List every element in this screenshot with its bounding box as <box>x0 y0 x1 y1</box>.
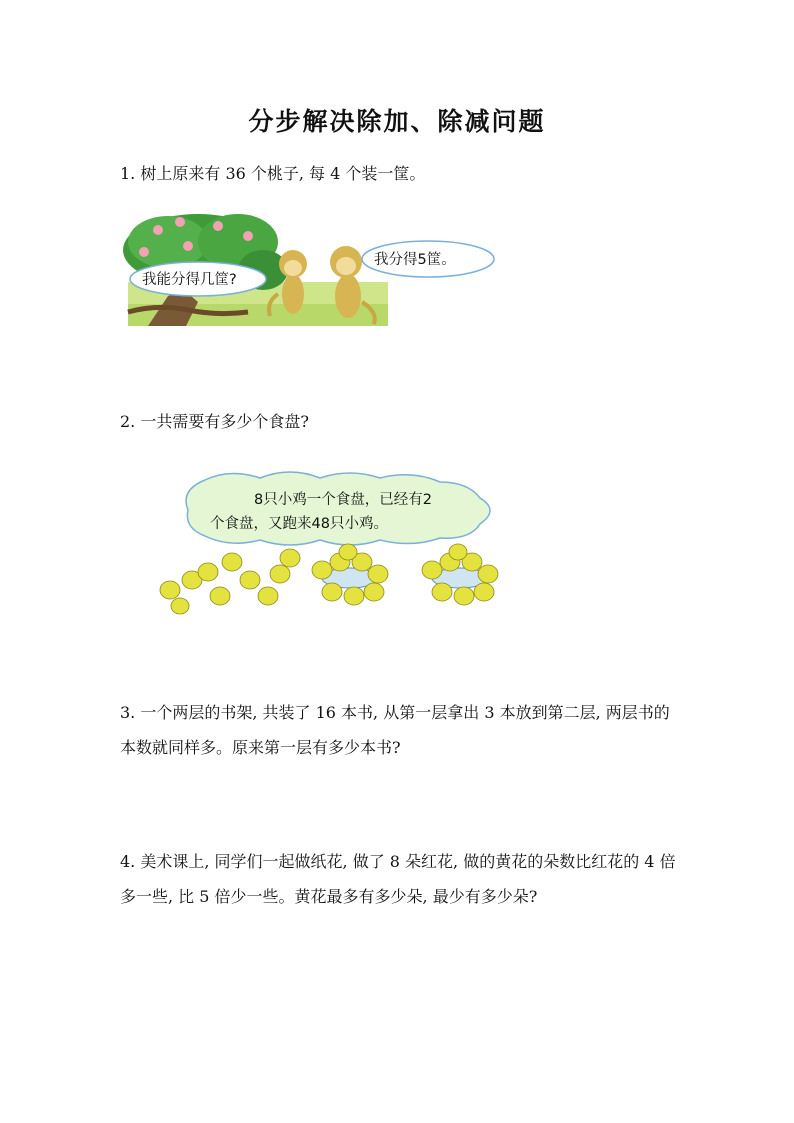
food-tray-2 <box>422 544 498 605</box>
question-2: 2. 一共需要有多少个食盘? <box>120 412 309 431</box>
speech-bubble-right <box>362 241 494 277</box>
monkey-peach-illustration <box>128 212 456 326</box>
page-title: 分步解决除加、除减问题 <box>248 107 546 136</box>
speech-bubble-left <box>130 262 266 296</box>
question-3: 3. 一个两层的书架, 共装了 16 本书, 从第一层拿出 3 本放到第二层, 两层书的本数就同样多。原来第一层有多少本书? <box>120 703 670 757</box>
cloud-line-2: 个食盘，又跑来48只小鸡。 <box>210 516 388 532</box>
chicks-illustration <box>150 470 530 615</box>
bubble-left-text: 我能分得几筐? <box>142 272 237 288</box>
food-tray-1 <box>312 544 388 605</box>
cloud-bubble <box>186 472 490 545</box>
bubble-right-text: 我分得5筐。 <box>374 252 456 268</box>
question-4: 4. 美术课上, 同学们一起做纸花, 做了 8 朵红花, 做的黄花的朵数比红花的 4 倍多一些, 比 5 倍少一些。黄花最多有多少朵, 最少有多少朵? <box>120 852 676 906</box>
question-1: 1. 树上原来有 36 个桃子, 每 4 个装一筐。 <box>120 164 426 183</box>
cloud-line-1: 8只小鸡一个食盘，已经有2 <box>254 492 432 508</box>
loose-chicks <box>160 549 300 614</box>
